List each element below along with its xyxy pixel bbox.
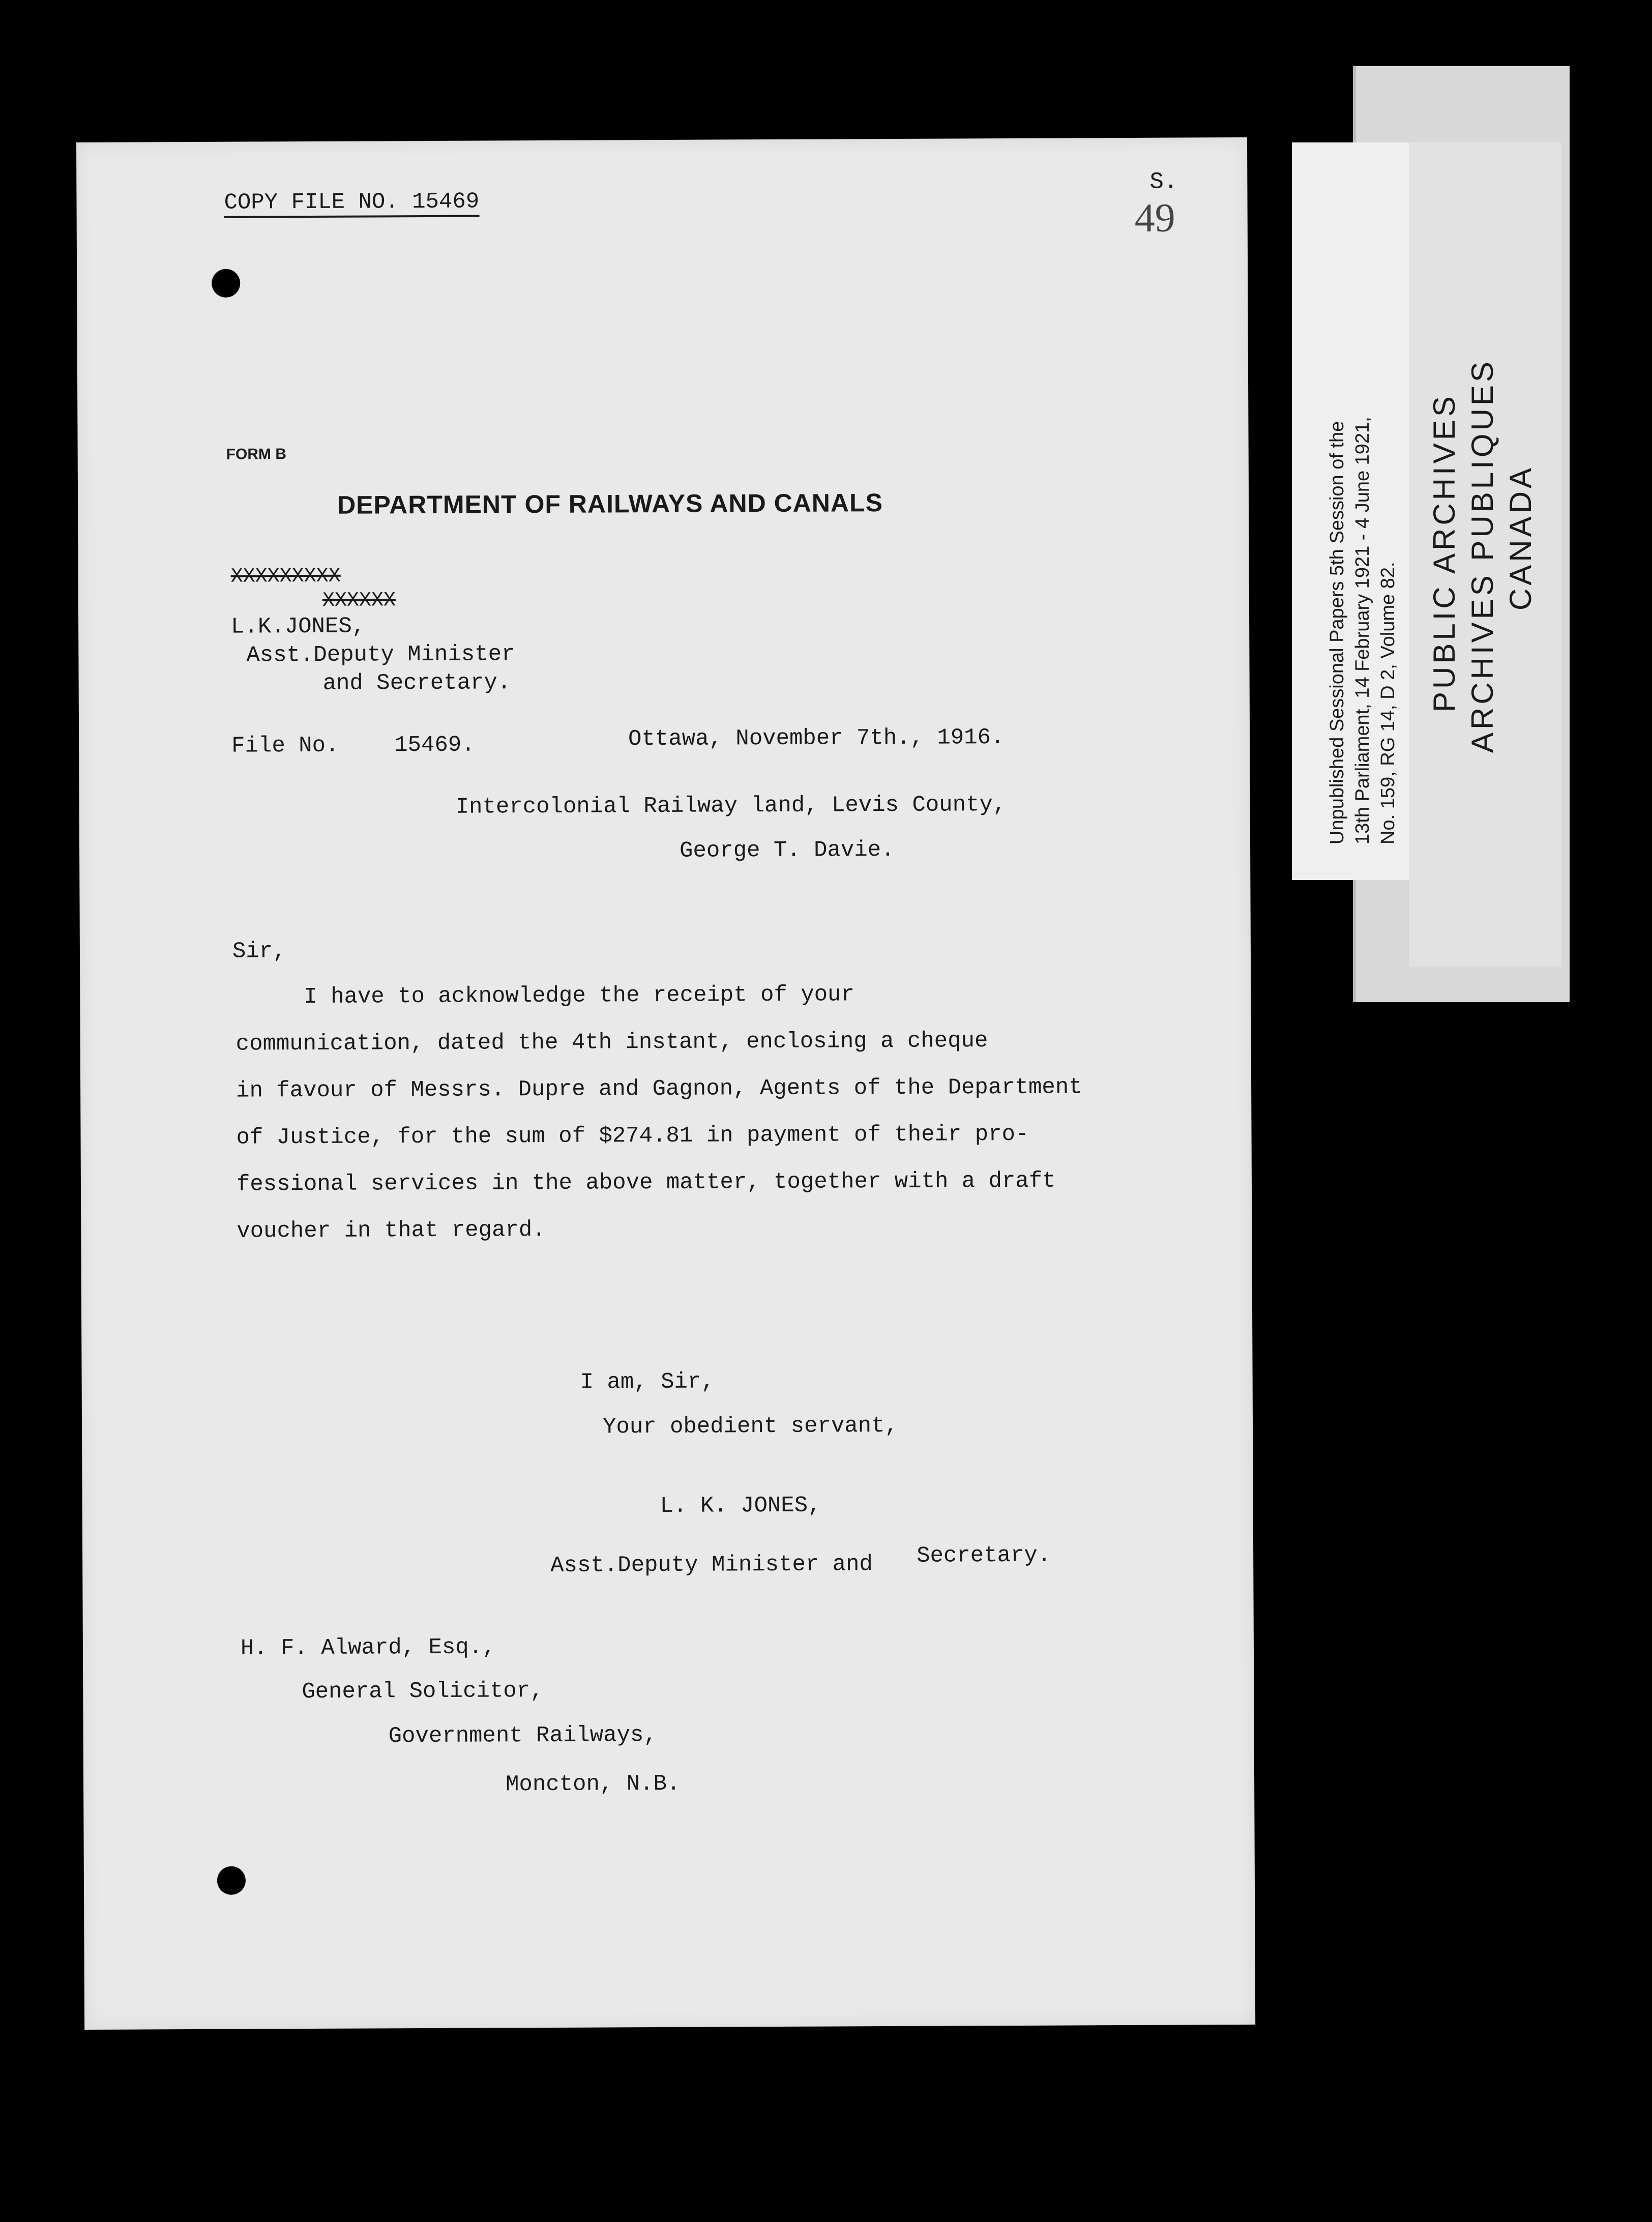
body-line-3: in favour of Messrs. Dupre and Gagnon, Agents of the Department <box>236 1074 1082 1104</box>
archive-tag-line1: Unpublished Sessional Papers 5th Session of the <box>1326 421 1348 844</box>
struck-title: XXXXXX <box>322 589 396 612</box>
archive-tag-line2: 13th Parliament, 14 February 1921 - 4 June 1921, <box>1352 417 1373 844</box>
punch-hole-top <box>212 269 240 298</box>
file-label: File No. <box>231 733 339 759</box>
subject-line-1: Intercolonial Railway land, Levis County, <box>455 792 1007 820</box>
sender-title-2: and Secretary. <box>322 670 511 696</box>
body-line-6: voucher in that regard. <box>237 1217 546 1244</box>
struck-name: XXXXXXXXX <box>230 565 341 589</box>
sender-name: L.K.JONES, <box>231 613 366 640</box>
department-heading: DEPARTMENT OF RAILWAYS AND CANALS <box>337 488 883 519</box>
body-line-2: communication, dated the 4th instant, enclosing a cheque <box>235 1028 988 1057</box>
place-date: Ottawa, November 7th., 1916. <box>628 725 1005 752</box>
archive-tag-line3: No. 159, RG 14, D 2, Volume 82. <box>1377 562 1399 844</box>
signature-name: L. K. JONES, <box>660 1493 821 1519</box>
stamp-s: S. <box>1149 168 1178 195</box>
recipient-name: H. F. Alward, Esq., <box>240 1634 496 1661</box>
copy-file-number: COPY FILE NO. 15469 <box>224 191 479 218</box>
form-label: FORM B <box>226 446 287 463</box>
closing-line-2: Your obedient servant, <box>602 1413 899 1440</box>
sender-title-1: Asst.Deputy Minister <box>246 641 515 668</box>
archive-stamp-line2: ARCHIVES PUBLIQUES <box>1465 359 1499 753</box>
archive-stamp-line1: PUBLIC ARCHIVES <box>1427 393 1461 712</box>
body-line-4: of Justice, for the sum of $274.81 in payment of their pro- <box>236 1121 1029 1151</box>
body-line-1: I have to acknowledge the receipt of your <box>304 982 855 1010</box>
letter-sheet <box>76 137 1255 2030</box>
body-line-5: fessional services in the above matter, together with a draft <box>236 1168 1056 1197</box>
signature-title-a: Asst.Deputy Minister and <box>550 1552 873 1578</box>
recipient-city: Moncton, N.B. <box>505 1771 681 1798</box>
signature-title-b: Secretary. <box>917 1542 1051 1569</box>
closing-line-1: I am, Sir, <box>580 1369 715 1395</box>
file-number: 15469. <box>394 732 475 758</box>
subject-line-2: George T. Davie. <box>679 837 895 864</box>
salutation: Sir, <box>232 939 286 964</box>
recipient-org: Government Railways, <box>388 1722 657 1749</box>
recipient-title: General Solicitor, <box>302 1678 544 1705</box>
punch-hole-bottom <box>217 1866 246 1895</box>
archive-stamp-line3: CANADA <box>1503 464 1538 610</box>
stamp-number: 49 <box>1134 195 1175 241</box>
